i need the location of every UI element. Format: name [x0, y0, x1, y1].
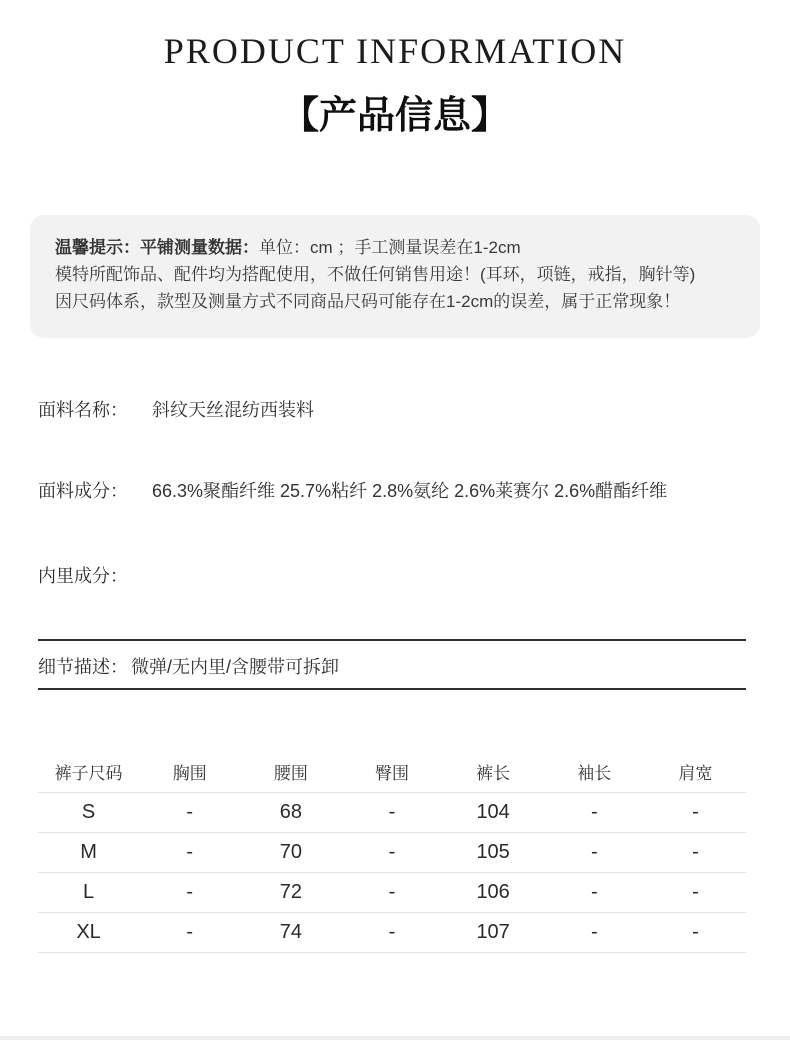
- size-table-cell: 70: [240, 832, 341, 872]
- fabric-composition-field: [38, 477, 667, 503]
- size-table-cell: -: [645, 792, 746, 832]
- divider-line-top: [38, 639, 746, 641]
- size-table-header-bust: 胸围: [139, 752, 240, 792]
- size-table-cell: 104: [443, 792, 544, 832]
- lining-composition-label: 内里成分：: [38, 566, 128, 586]
- notice-line-2: 模特所配饰品、配件均为搭配使用，不做任何销售用途！(耳环，项链，戒指，胸针等): [55, 265, 696, 284]
- size-table-cell: -: [139, 872, 240, 912]
- size-table-cell: -: [139, 792, 240, 832]
- size-table-cell: XL: [38, 912, 139, 952]
- fabric-composition-value: 66.3%聚酯纤维 25.7%粘纤 2.8%氨纶 2.6%莱赛尔 2.6%醋酯纤维: [152, 481, 668, 501]
- divider-line-bottom: [38, 688, 746, 690]
- size-table-cell: -: [139, 832, 240, 872]
- fabric-name-label: 面料名称：: [38, 400, 128, 420]
- notice-line-3: 因尺码体系，款型及测量方式不同商品尺码可能存在1-2cm的误差，属于正常现象！: [55, 292, 681, 311]
- size-table-cell: L: [38, 872, 139, 912]
- detail-description-field: [38, 653, 339, 679]
- size-table-row-m: [38, 832, 746, 872]
- detail-description-label: 细节描述：: [38, 657, 128, 677]
- size-table-cell: 68: [240, 792, 341, 832]
- size-table-cell: 72: [240, 872, 341, 912]
- fabric-name-value: 斜纹天丝混纺西装料: [152, 400, 314, 420]
- size-table-cell: -: [341, 872, 442, 912]
- notice-line-1-rest: 单位：cm ；手工测量误差在1-2cm: [259, 238, 521, 257]
- size-table: [38, 752, 746, 953]
- size-table-header-waist: 腰围: [240, 752, 341, 792]
- size-table-cell: -: [341, 792, 442, 832]
- size-table-cell: -: [645, 832, 746, 872]
- size-table-row-xl: [38, 912, 746, 952]
- section-separator-band: [0, 1036, 790, 1040]
- size-table-cell: S: [38, 792, 139, 832]
- page-title-english: PRODUCT INFORMATION: [163, 31, 627, 71]
- notice-line-1: [55, 234, 740, 261]
- page-title-chinese: 【产品信息】: [280, 95, 509, 137]
- size-table-header-row: [38, 752, 746, 792]
- fabric-composition-label: 面料成分：: [38, 481, 128, 501]
- size-table-cell: -: [645, 912, 746, 952]
- size-table-header-sleeve-length: 袖长: [544, 752, 645, 792]
- size-table-cell: 74: [240, 912, 341, 952]
- size-table-cell: -: [341, 832, 442, 872]
- size-table-cell: -: [544, 912, 645, 952]
- detail-description-value: 微弹/无内里/含腰带可拆卸: [131, 657, 340, 677]
- size-table-cell: 107: [443, 912, 544, 952]
- notice-line-1-lead: 温馨提示：平铺测量数据：: [55, 238, 259, 257]
- size-table-header-hip: 臀围: [341, 752, 442, 792]
- size-table-cell: -: [544, 832, 645, 872]
- size-table-cell: -: [544, 792, 645, 832]
- size-table-header-pants-length: 裤长: [443, 752, 544, 792]
- notice-box: [30, 215, 760, 338]
- size-table-row-l: [38, 872, 746, 912]
- size-table-cell: M: [38, 832, 139, 872]
- size-table-cell: 105: [443, 832, 544, 872]
- size-table-cell: -: [645, 872, 746, 912]
- size-table-header-size: 裤子尺码: [38, 752, 139, 792]
- fabric-name-field: [38, 396, 314, 422]
- size-table-row-s: [38, 792, 746, 832]
- size-table-cell: -: [544, 872, 645, 912]
- size-table-cell: -: [139, 912, 240, 952]
- size-table-header-shoulder-width: 肩宽: [645, 752, 746, 792]
- size-table-cell: 106: [443, 872, 544, 912]
- size-table-cell: -: [341, 912, 442, 952]
- lining-composition-field: [38, 562, 152, 588]
